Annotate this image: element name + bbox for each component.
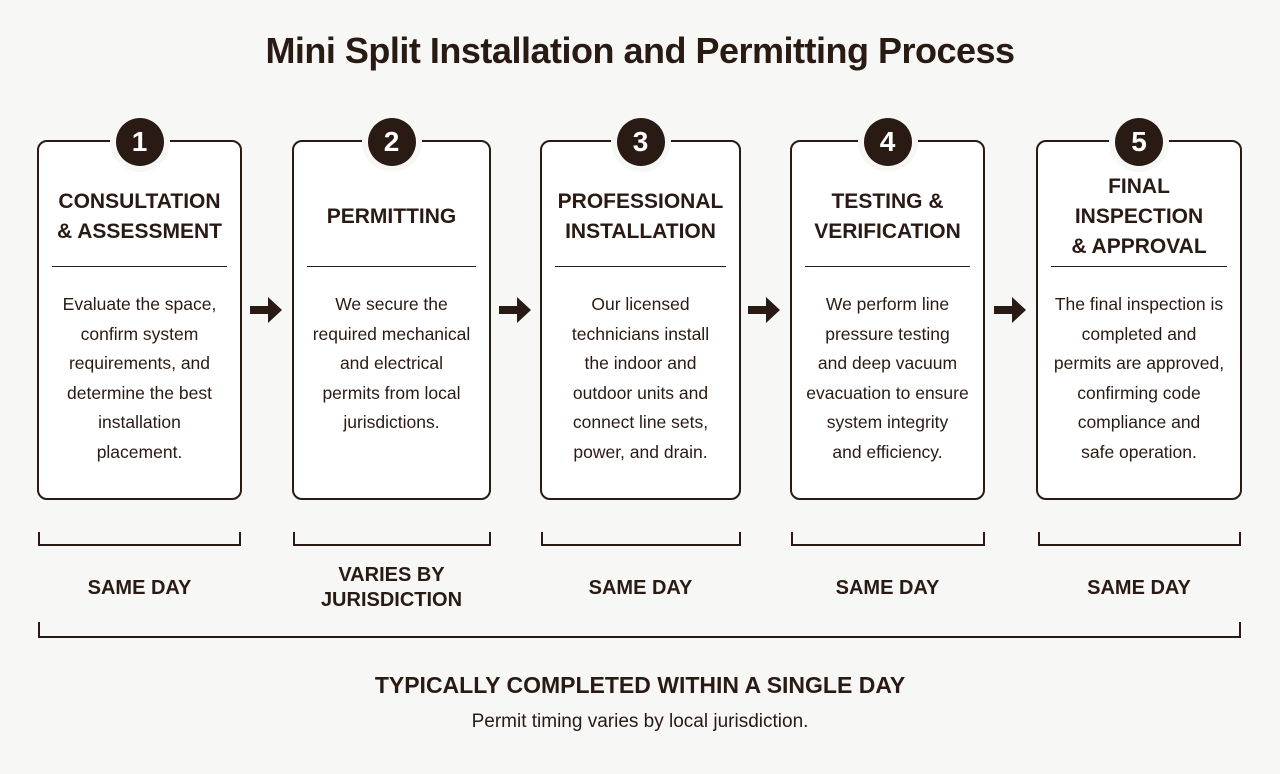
footnote: Permit timing varies by local jurisdiction. [471,711,809,732]
step-duration-bracket [541,532,741,546]
step-duration-bracket [293,532,491,546]
step-card-testing [790,126,985,500]
overall-timeline-bracket [38,622,1241,638]
step-description: We secure the required mechanical and electrical permits from local jurisdictions. [312,294,471,432]
step-duration-bracket [1038,532,1241,546]
step-duration-label: SAME DAY [1087,576,1191,599]
step-description: Evaluate the space, confirm system requirements, and determine the best installation placement. [62,294,217,462]
step-title: CONSULTATION & ASSESSMENT [57,190,222,243]
step-title: FINAL INSPECTION & APPROVAL [1071,175,1207,258]
arrow-right-icon [992,292,1028,328]
step-card-permitting [292,126,491,500]
step-description: Our licensed technicians install the indoor and outdoor units and connect line sets, power, and drain. [571,294,710,462]
step-card-installation [540,126,741,500]
step-duration-label: VARIES BY JURISDICTION [320,564,463,611]
step-card-final-inspection [1036,126,1242,500]
step-title: TESTING & VERIFICATION [814,190,961,243]
step-title: PERMITTING [326,205,457,228]
step-divider [805,266,970,267]
page-title: Mini Split Installation and Permitting Process [265,30,1015,71]
step-title: PROFESSIONAL INSTALLATION [557,190,724,243]
step-duration-label: SAME DAY [835,576,940,599]
arrow-right-icon [497,292,533,328]
step-duration-bracket [791,532,985,546]
step-number-badge: 3 [617,118,665,166]
step-divider [52,266,227,267]
step-description: We perform line pressure testing and deep vacuum evacuation to ensure system integrity and efficiency. [806,294,969,462]
step-card-consultation [37,126,242,500]
step-duration-bracket [38,532,241,546]
step-number-badge: 5 [1115,118,1163,166]
step-number-badge: 4 [864,118,912,166]
step-divider [1051,266,1227,267]
summary-heading: TYPICALLY COMPLETED WITHIN A SINGLE DAY [374,672,906,698]
arrow-right-icon [746,292,782,328]
arrow-right-icon [248,292,284,328]
step-divider [307,266,476,267]
step-duration-label: SAME DAY [588,576,693,599]
step-duration-label: SAME DAY [87,576,192,599]
step-divider [555,266,726,267]
step-number-badge: 2 [368,118,416,166]
step-number-badge: 1 [116,118,164,166]
step-description: The final inspection is completed and permits are approved, confirming code compliance and safe operation. [1053,294,1225,462]
